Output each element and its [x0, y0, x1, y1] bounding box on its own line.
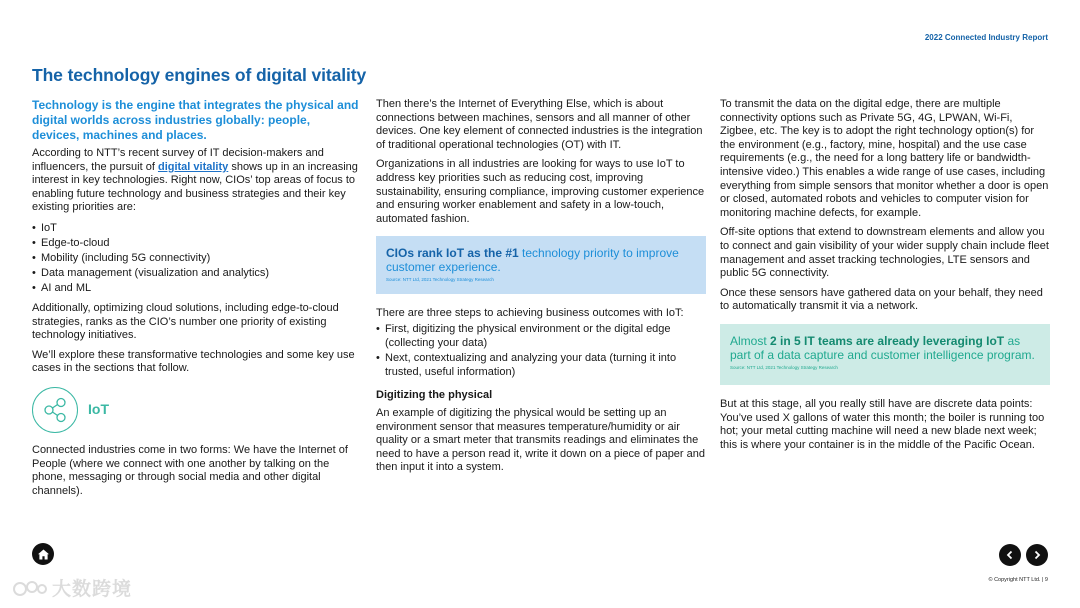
paragraph: Off-site options that extend to downstream elements and allow you to connect and gain visibility of your wider supply chain include fleet management and asset tracking technologies, LTE sensors and public 5G connectivity. — [720, 226, 1049, 280]
paragraph-text: According to NTT’s recent survey of IT decision-makers and influencers, the pursuit of — [32, 147, 324, 173]
report-title: 2022 Connected Industry Report — [924, 33, 1048, 42]
paragraph-text: shows up in an increasing interest in key technologies. Right now, CIOs’ top areas of focus to enabling future technology and business strategies and their key existing priorities are: — [32, 160, 358, 214]
column-right — [720, 98, 1050, 458]
watermark-logo-icon — [12, 577, 48, 599]
paragraph — [32, 147, 360, 215]
home-button[interactable] — [32, 543, 54, 565]
watermark-text: 大数跨境 — [52, 579, 133, 600]
paragraph: There are three steps to achieving business outcomes with IoT: — [376, 307, 684, 320]
paragraph: Additionally, optimizing cloud solutions, including edge-to-cloud strategies, ranks as the CIO’s number one priority of existing technology initiatives. — [32, 301, 339, 342]
paragraph: Then there’s the Internet of Everything Else, which is about connections between machines, sensors and all manner of other devices. One key element of connected industries is the integration of traditional operational technologies (OT) with IT. — [376, 98, 703, 151]
list-item: • AI and ML — [32, 281, 360, 296]
callout-source: Source: NTT Ltd, 2021 Technology Strategy Research — [730, 364, 838, 370]
iot-section-header — [32, 386, 360, 434]
copyright-footer: © Copyright NTT Ltd. | 9 — [988, 577, 1048, 583]
iot-section-label: IoT — [88, 401, 109, 418]
stat-callout-cio — [376, 236, 706, 294]
chevron-right-icon — [1032, 550, 1042, 560]
share-nodes-icon — [40, 395, 70, 425]
list-item: • Next, contextualizing and analyzing your data (turning it into trusted, useful information) — [376, 352, 706, 379]
paragraph: But at this stage, all you really still have are discrete data points: You’ve used X gallons of water this month; the boiler is running too hot; your metal cutting machine will need a new blade next week; this is where your container is in the middle of the Pacific Ocean. — [720, 397, 1045, 451]
steps-list — [376, 323, 706, 379]
page-title: The technology engines of digital vitality — [32, 65, 367, 85]
next-page-button[interactable] — [1026, 544, 1048, 566]
paragraph: An example of digitizing the physical would be setting up an environment sensor that measures temperature/humidity or air quality or a smart meter that transmits readings and eliminates the need to have a person read it, write it down on a piece of paper and then input it into a system. — [376, 406, 705, 474]
list-item: • IoT — [32, 221, 360, 236]
chevron-left-icon — [1005, 550, 1015, 560]
stat-callout-it-teams — [720, 324, 1050, 385]
callout-body: technology priority to improve customer experience. — [386, 246, 679, 275]
callout-source: Source: NTT Ltd, 2021 Technology Strategy Research — [386, 277, 494, 283]
paragraph: Once these sensors have gathered data on your behalf, they need to automatically transmit it via a network. — [720, 286, 1043, 313]
paragraph: Connected industries come in two forms: We have the Internet of People (where we connect with one another by talking on the phone, messaging or through social media and other digital channels). — [32, 443, 348, 497]
paragraph: Organizations in all industries are looking for ways to use IoT to address key priorities such as reducing cost, improving sustainability, ensuring compliance, improving customer experience and ensuring worker enablement and safety in a low-touch, automated fashion. — [376, 158, 705, 225]
previous-page-button[interactable] — [999, 544, 1021, 566]
section-subheading: Digitizing the physical — [376, 389, 493, 402]
home-icon — [37, 548, 50, 561]
paragraph: To transmit the data on the digital edge, there are multiple connectivity options such as Private 5G, 4G, LPWAN, Wi-Fi, Zigbee, etc. The key is to adopt the right technology option(s) for the environment (e.g., factory, mine, hospital) and the use case requirements (e.g., the need for a long battery life or bandwidth-intensive video.) This enables a wide range of use cases, including everything from simple sensors that monitor whether a door is open or closed, automated robots and vehicles to computer vision for monitoring machine defects, for example. — [720, 98, 1049, 219]
priority-list — [32, 221, 360, 296]
list-item: • Mobility (including 5G connectivity) — [32, 251, 360, 266]
callout-lead: Almost — [730, 333, 771, 348]
callout-highlight: CIOs rank IoT as the #1 — [386, 246, 519, 261]
list-item: • Edge-to-cloud — [32, 236, 360, 251]
column-middle — [376, 98, 706, 481]
list-item: • First, digitizing the physical environment or the digital edge (collecting your data) — [376, 323, 706, 350]
callout-highlight: 2 in 5 IT teams are already leveraging IoT — [770, 333, 1005, 348]
callout-text — [730, 334, 1040, 362]
callout-body: as part of a data capture and customer intelligence program. — [730, 333, 1035, 362]
digital-vitality-link[interactable]: digital vitality — [157, 160, 229, 173]
intro-text: Technology is the engine that integrates the physical and digital worlds across industries globally: people, devices, machines and places. — [32, 98, 359, 142]
list-item: • Data management (visualization and analytics) — [32, 266, 360, 281]
iot-badge — [32, 387, 78, 433]
paragraph: We’ll explore these transformative technologies and some key use cases in the sections that follow. — [32, 348, 355, 375]
callout-text — [386, 246, 696, 274]
watermark — [12, 574, 132, 601]
column-left — [32, 98, 360, 504]
